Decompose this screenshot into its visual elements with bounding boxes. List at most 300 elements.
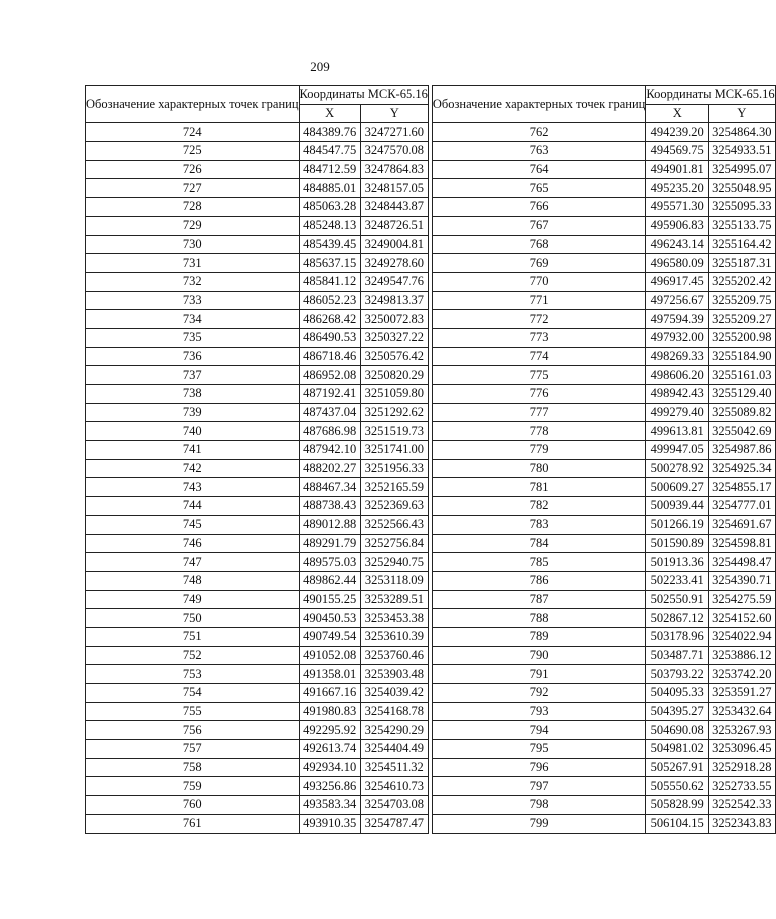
y-coordinate-cell: 3254995.07 xyxy=(709,160,776,179)
point-number-cell: 782 xyxy=(432,497,646,516)
table-row xyxy=(432,179,775,198)
point-number-cell: 765 xyxy=(432,179,646,198)
table-row xyxy=(432,459,775,478)
y-coordinate-cell: 3254039.42 xyxy=(360,684,428,703)
table-row xyxy=(432,142,775,161)
y-coordinate-cell: 3249813.37 xyxy=(360,291,428,310)
table-row xyxy=(432,254,775,273)
table-row xyxy=(432,814,775,833)
x-coordinate-cell: 504690.08 xyxy=(646,721,709,740)
y-coordinate-cell: 3253886.12 xyxy=(709,646,776,665)
x-coordinate-cell: 491052.08 xyxy=(299,646,360,665)
header-coordinates: Координаты МСК-65.16 xyxy=(299,86,428,105)
point-number-cell: 778 xyxy=(432,422,646,441)
x-coordinate-cell: 485439.45 xyxy=(299,235,360,254)
point-number-cell: 779 xyxy=(432,441,646,460)
point-number-cell: 791 xyxy=(432,665,646,684)
point-number-cell: 760 xyxy=(86,796,300,815)
table-row xyxy=(86,123,429,142)
point-number-cell: 796 xyxy=(432,758,646,777)
y-coordinate-cell: 3254610.73 xyxy=(360,777,428,796)
x-coordinate-cell: 504095.33 xyxy=(646,684,709,703)
y-coordinate-cell: 3253432.64 xyxy=(709,702,776,721)
x-coordinate-cell: 486268.42 xyxy=(299,310,360,329)
table-row xyxy=(432,796,775,815)
x-coordinate-cell: 488738.43 xyxy=(299,497,360,516)
y-coordinate-cell: 3255048.95 xyxy=(709,179,776,198)
x-coordinate-cell: 505550.62 xyxy=(646,777,709,796)
y-coordinate-cell: 3254390.71 xyxy=(709,571,776,590)
table-row xyxy=(86,478,429,497)
point-number-cell: 736 xyxy=(86,347,300,366)
table-row xyxy=(86,235,429,254)
header-y: Y xyxy=(360,104,428,123)
y-coordinate-cell: 3251956.33 xyxy=(360,459,428,478)
x-coordinate-cell: 500609.27 xyxy=(646,478,709,497)
x-coordinate-cell: 502867.12 xyxy=(646,609,709,628)
point-number-cell: 744 xyxy=(86,497,300,516)
y-coordinate-cell: 3255164.42 xyxy=(709,235,776,254)
x-coordinate-cell: 491667.16 xyxy=(299,684,360,703)
y-coordinate-cell: 3254787.47 xyxy=(360,814,428,833)
x-coordinate-cell: 501590.89 xyxy=(646,534,709,553)
point-number-cell: 737 xyxy=(86,366,300,385)
y-coordinate-cell: 3254511.32 xyxy=(360,758,428,777)
y-coordinate-cell: 3255209.27 xyxy=(709,310,776,329)
table-row xyxy=(86,590,429,609)
table-row xyxy=(86,441,429,460)
point-number-cell: 776 xyxy=(432,385,646,404)
table-row xyxy=(86,534,429,553)
point-number-cell: 768 xyxy=(432,235,646,254)
table-row xyxy=(432,272,775,291)
point-number-cell: 738 xyxy=(86,385,300,404)
point-number-cell: 743 xyxy=(86,478,300,497)
y-coordinate-cell: 3253453.38 xyxy=(360,609,428,628)
y-coordinate-cell: 3255089.82 xyxy=(709,403,776,422)
table-row xyxy=(86,758,429,777)
x-coordinate-cell: 494239.20 xyxy=(646,123,709,142)
x-coordinate-cell: 506104.15 xyxy=(646,814,709,833)
table-row xyxy=(432,328,775,347)
point-number-cell: 724 xyxy=(86,123,300,142)
x-coordinate-cell: 485637.15 xyxy=(299,254,360,273)
x-coordinate-cell: 487192.41 xyxy=(299,385,360,404)
y-coordinate-cell: 3254864.30 xyxy=(709,123,776,142)
point-number-cell: 741 xyxy=(86,441,300,460)
point-number-cell: 775 xyxy=(432,366,646,385)
point-number-cell: 767 xyxy=(432,216,646,235)
point-number-cell: 734 xyxy=(86,310,300,329)
x-coordinate-cell: 500939.44 xyxy=(646,497,709,516)
point-number-cell: 728 xyxy=(86,198,300,217)
x-coordinate-cell: 486490.53 xyxy=(299,328,360,347)
table-row xyxy=(86,385,429,404)
table-row xyxy=(432,553,775,572)
x-coordinate-cell: 496580.09 xyxy=(646,254,709,273)
table-row xyxy=(432,366,775,385)
table-row xyxy=(86,291,429,310)
table-row xyxy=(432,646,775,665)
point-number-cell: 755 xyxy=(86,702,300,721)
table-row xyxy=(432,291,775,310)
y-coordinate-cell: 3254703.08 xyxy=(360,796,428,815)
header-point-designation: Обозначение характерных точек границ xyxy=(432,86,646,123)
point-number-cell: 771 xyxy=(432,291,646,310)
point-number-cell: 764 xyxy=(432,160,646,179)
x-coordinate-cell: 503178.96 xyxy=(646,627,709,646)
table-row xyxy=(432,497,775,516)
coordinates-table-right xyxy=(432,85,776,834)
x-coordinate-cell: 484712.59 xyxy=(299,160,360,179)
point-number-cell: 761 xyxy=(86,814,300,833)
x-coordinate-cell: 498269.33 xyxy=(646,347,709,366)
x-coordinate-cell: 492934.10 xyxy=(299,758,360,777)
x-coordinate-cell: 489575.03 xyxy=(299,553,360,572)
point-number-cell: 762 xyxy=(432,123,646,142)
y-coordinate-cell: 3252756.84 xyxy=(360,534,428,553)
x-coordinate-cell: 490450.53 xyxy=(299,609,360,628)
x-coordinate-cell: 488467.34 xyxy=(299,478,360,497)
point-number-cell: 784 xyxy=(432,534,646,553)
y-coordinate-cell: 3253610.39 xyxy=(360,627,428,646)
x-coordinate-cell: 504981.02 xyxy=(646,740,709,759)
x-coordinate-cell: 495906.83 xyxy=(646,216,709,235)
point-number-cell: 759 xyxy=(86,777,300,796)
table-row xyxy=(86,684,429,703)
point-number-cell: 732 xyxy=(86,272,300,291)
point-number-cell: 770 xyxy=(432,272,646,291)
x-coordinate-cell: 497932.00 xyxy=(646,328,709,347)
table-row xyxy=(432,740,775,759)
y-coordinate-cell: 3254498.47 xyxy=(709,553,776,572)
point-number-cell: 750 xyxy=(86,609,300,628)
x-coordinate-cell: 484389.76 xyxy=(299,123,360,142)
y-coordinate-cell: 3247864.83 xyxy=(360,160,428,179)
x-coordinate-cell: 485841.12 xyxy=(299,272,360,291)
x-coordinate-cell: 491358.01 xyxy=(299,665,360,684)
table-row xyxy=(86,609,429,628)
y-coordinate-cell: 3255209.75 xyxy=(709,291,776,310)
y-coordinate-cell: 3254404.49 xyxy=(360,740,428,759)
x-coordinate-cell: 501913.36 xyxy=(646,553,709,572)
table-row xyxy=(86,142,429,161)
table-row xyxy=(86,310,429,329)
y-coordinate-cell: 3255161.03 xyxy=(709,366,776,385)
y-coordinate-cell: 3250327.22 xyxy=(360,328,428,347)
point-number-cell: 780 xyxy=(432,459,646,478)
table-row xyxy=(432,347,775,366)
x-coordinate-cell: 502550.91 xyxy=(646,590,709,609)
x-coordinate-cell: 493910.35 xyxy=(299,814,360,833)
y-coordinate-cell: 3248157.05 xyxy=(360,179,428,198)
x-coordinate-cell: 489862.44 xyxy=(299,571,360,590)
y-coordinate-cell: 3253903.48 xyxy=(360,665,428,684)
x-coordinate-cell: 492613.74 xyxy=(299,740,360,759)
y-coordinate-cell: 3253118.09 xyxy=(360,571,428,590)
x-coordinate-cell: 492295.92 xyxy=(299,721,360,740)
y-coordinate-cell: 3254598.81 xyxy=(709,534,776,553)
y-coordinate-cell: 3255200.98 xyxy=(709,328,776,347)
point-number-cell: 739 xyxy=(86,403,300,422)
y-coordinate-cell: 3249547.76 xyxy=(360,272,428,291)
table-row xyxy=(86,179,429,198)
x-coordinate-cell: 494901.81 xyxy=(646,160,709,179)
point-number-cell: 790 xyxy=(432,646,646,665)
table-row xyxy=(432,310,775,329)
point-number-cell: 746 xyxy=(86,534,300,553)
table-row xyxy=(86,422,429,441)
y-coordinate-cell: 3254290.29 xyxy=(360,721,428,740)
x-coordinate-cell: 486952.08 xyxy=(299,366,360,385)
y-coordinate-cell: 3253289.51 xyxy=(360,590,428,609)
x-coordinate-cell: 486718.46 xyxy=(299,347,360,366)
x-coordinate-cell: 495571.30 xyxy=(646,198,709,217)
y-coordinate-cell: 3255187.31 xyxy=(709,254,776,273)
x-coordinate-cell: 497594.39 xyxy=(646,310,709,329)
point-number-cell: 757 xyxy=(86,740,300,759)
point-number-cell: 785 xyxy=(432,553,646,572)
table-row xyxy=(432,702,775,721)
y-coordinate-cell: 3251741.00 xyxy=(360,441,428,460)
y-coordinate-cell: 3254022.94 xyxy=(709,627,776,646)
x-coordinate-cell: 498606.20 xyxy=(646,366,709,385)
y-coordinate-cell: 3251059.80 xyxy=(360,385,428,404)
point-number-cell: 792 xyxy=(432,684,646,703)
point-number-cell: 745 xyxy=(86,515,300,534)
point-number-cell: 799 xyxy=(432,814,646,833)
point-number-cell: 798 xyxy=(432,796,646,815)
table-row xyxy=(86,216,429,235)
y-coordinate-cell: 3254275.59 xyxy=(709,590,776,609)
y-coordinate-cell: 3252165.59 xyxy=(360,478,428,497)
table-row xyxy=(432,534,775,553)
y-coordinate-cell: 3254855.17 xyxy=(709,478,776,497)
point-number-cell: 752 xyxy=(86,646,300,665)
x-coordinate-cell: 496917.45 xyxy=(646,272,709,291)
y-coordinate-cell: 3248726.51 xyxy=(360,216,428,235)
y-coordinate-cell: 3249278.60 xyxy=(360,254,428,273)
point-number-cell: 795 xyxy=(432,740,646,759)
y-coordinate-cell: 3247570.08 xyxy=(360,142,428,161)
header-x: X xyxy=(299,104,360,123)
point-number-cell: 794 xyxy=(432,721,646,740)
table-row xyxy=(86,740,429,759)
x-coordinate-cell: 505267.91 xyxy=(646,758,709,777)
table-row xyxy=(432,422,775,441)
point-number-cell: 793 xyxy=(432,702,646,721)
point-number-cell: 749 xyxy=(86,590,300,609)
point-number-cell: 735 xyxy=(86,328,300,347)
table-row xyxy=(86,515,429,534)
table-row xyxy=(86,665,429,684)
point-number-cell: 788 xyxy=(432,609,646,628)
y-coordinate-cell: 3255095.33 xyxy=(709,198,776,217)
y-coordinate-cell: 3255184.90 xyxy=(709,347,776,366)
table-row xyxy=(86,721,429,740)
y-coordinate-cell: 3252542.33 xyxy=(709,796,776,815)
table-row xyxy=(432,515,775,534)
x-coordinate-cell: 487942.10 xyxy=(299,441,360,460)
table-row xyxy=(432,198,775,217)
header-coordinates: Координаты МСК-65.16 xyxy=(646,86,775,105)
point-number-cell: 753 xyxy=(86,665,300,684)
header-x: X xyxy=(646,104,709,123)
x-coordinate-cell: 493583.34 xyxy=(299,796,360,815)
y-coordinate-cell: 3254987.86 xyxy=(709,441,776,460)
y-coordinate-cell: 3247271.60 xyxy=(360,123,428,142)
point-number-cell: 733 xyxy=(86,291,300,310)
table-row xyxy=(86,403,429,422)
point-number-cell: 763 xyxy=(432,142,646,161)
table-row xyxy=(432,665,775,684)
table-row xyxy=(86,328,429,347)
x-coordinate-cell: 494569.75 xyxy=(646,142,709,161)
x-coordinate-cell: 504395.27 xyxy=(646,702,709,721)
y-coordinate-cell: 3249004.81 xyxy=(360,235,428,254)
table-row xyxy=(432,684,775,703)
y-coordinate-cell: 3253591.27 xyxy=(709,684,776,703)
coordinates-table-left xyxy=(85,85,429,834)
table-row xyxy=(432,216,775,235)
point-number-cell: 756 xyxy=(86,721,300,740)
x-coordinate-cell: 496243.14 xyxy=(646,235,709,254)
point-number-cell: 786 xyxy=(432,571,646,590)
y-coordinate-cell: 3255133.75 xyxy=(709,216,776,235)
y-coordinate-cell: 3252733.55 xyxy=(709,777,776,796)
table-row xyxy=(86,814,429,833)
y-coordinate-cell: 3255202.42 xyxy=(709,272,776,291)
y-coordinate-cell: 3254777.01 xyxy=(709,497,776,516)
x-coordinate-cell: 489291.79 xyxy=(299,534,360,553)
point-number-cell: 754 xyxy=(86,684,300,703)
table-row xyxy=(86,347,429,366)
y-coordinate-cell: 3254933.51 xyxy=(709,142,776,161)
x-coordinate-cell: 499947.05 xyxy=(646,441,709,460)
point-number-cell: 747 xyxy=(86,553,300,572)
table-row xyxy=(432,571,775,590)
header-y: Y xyxy=(709,104,776,123)
table-body-left xyxy=(86,123,429,833)
point-number-cell: 727 xyxy=(86,179,300,198)
point-number-cell: 751 xyxy=(86,627,300,646)
y-coordinate-cell: 3248443.87 xyxy=(360,198,428,217)
table-row xyxy=(432,721,775,740)
y-coordinate-cell: 3250576.42 xyxy=(360,347,428,366)
x-coordinate-cell: 489012.88 xyxy=(299,515,360,534)
point-number-cell: 725 xyxy=(86,142,300,161)
x-coordinate-cell: 490155.25 xyxy=(299,590,360,609)
y-coordinate-cell: 3252918.28 xyxy=(709,758,776,777)
table-body-right xyxy=(432,123,775,833)
y-coordinate-cell: 3253742.20 xyxy=(709,665,776,684)
table-row xyxy=(432,160,775,179)
point-number-cell: 766 xyxy=(432,198,646,217)
table-row xyxy=(432,441,775,460)
table-row xyxy=(432,403,775,422)
point-number-cell: 797 xyxy=(432,777,646,796)
table-row xyxy=(86,777,429,796)
x-coordinate-cell: 505828.99 xyxy=(646,796,709,815)
x-coordinate-cell: 484885.01 xyxy=(299,179,360,198)
x-coordinate-cell: 503487.71 xyxy=(646,646,709,665)
x-coordinate-cell: 488202.27 xyxy=(299,459,360,478)
point-number-cell: 742 xyxy=(86,459,300,478)
x-coordinate-cell: 497256.67 xyxy=(646,291,709,310)
y-coordinate-cell: 3254925.34 xyxy=(709,459,776,478)
table-row xyxy=(86,646,429,665)
y-coordinate-cell: 3255042.69 xyxy=(709,422,776,441)
table-row xyxy=(86,497,429,516)
table-row xyxy=(86,254,429,273)
point-number-cell: 769 xyxy=(432,254,646,273)
y-coordinate-cell: 3252566.43 xyxy=(360,515,428,534)
x-coordinate-cell: 499279.40 xyxy=(646,403,709,422)
point-number-cell: 789 xyxy=(432,627,646,646)
table-row xyxy=(432,777,775,796)
page-number: 209 xyxy=(310,59,330,74)
x-coordinate-cell: 503793.22 xyxy=(646,665,709,684)
point-number-cell: 730 xyxy=(86,235,300,254)
x-coordinate-cell: 491980.83 xyxy=(299,702,360,721)
x-coordinate-cell: 490749.54 xyxy=(299,627,360,646)
table-row xyxy=(86,272,429,291)
table-row xyxy=(432,758,775,777)
point-number-cell: 787 xyxy=(432,590,646,609)
table-row xyxy=(432,385,775,404)
x-coordinate-cell: 501266.19 xyxy=(646,515,709,534)
x-coordinate-cell: 499613.81 xyxy=(646,422,709,441)
table-row xyxy=(86,702,429,721)
point-number-cell: 773 xyxy=(432,328,646,347)
point-number-cell: 772 xyxy=(432,310,646,329)
x-coordinate-cell: 485248.13 xyxy=(299,216,360,235)
table-row xyxy=(86,366,429,385)
y-coordinate-cell: 3255129.40 xyxy=(709,385,776,404)
point-number-cell: 781 xyxy=(432,478,646,497)
point-number-cell: 783 xyxy=(432,515,646,534)
point-number-cell: 726 xyxy=(86,160,300,179)
table-row xyxy=(432,590,775,609)
x-coordinate-cell: 487686.98 xyxy=(299,422,360,441)
y-coordinate-cell: 3252343.83 xyxy=(709,814,776,833)
point-number-cell: 758 xyxy=(86,758,300,777)
x-coordinate-cell: 493256.86 xyxy=(299,777,360,796)
table-row xyxy=(432,123,775,142)
y-coordinate-cell: 3252940.75 xyxy=(360,553,428,572)
table-row xyxy=(86,627,429,646)
point-number-cell: 729 xyxy=(86,216,300,235)
y-coordinate-cell: 3254152.60 xyxy=(709,609,776,628)
table-row xyxy=(86,553,429,572)
x-coordinate-cell: 485063.28 xyxy=(299,198,360,217)
point-number-cell: 774 xyxy=(432,347,646,366)
point-number-cell: 740 xyxy=(86,422,300,441)
table-row xyxy=(86,571,429,590)
y-coordinate-cell: 3251519.73 xyxy=(360,422,428,441)
point-number-cell: 748 xyxy=(86,571,300,590)
x-coordinate-cell: 484547.75 xyxy=(299,142,360,161)
y-coordinate-cell: 3253267.93 xyxy=(709,721,776,740)
table-row xyxy=(432,609,775,628)
x-coordinate-cell: 502233.41 xyxy=(646,571,709,590)
table-row xyxy=(86,198,429,217)
table-row xyxy=(432,627,775,646)
x-coordinate-cell: 487437.04 xyxy=(299,403,360,422)
table-row xyxy=(86,459,429,478)
x-coordinate-cell: 495235.20 xyxy=(646,179,709,198)
header-point-designation: Обозначение характерных точек границ xyxy=(86,86,300,123)
